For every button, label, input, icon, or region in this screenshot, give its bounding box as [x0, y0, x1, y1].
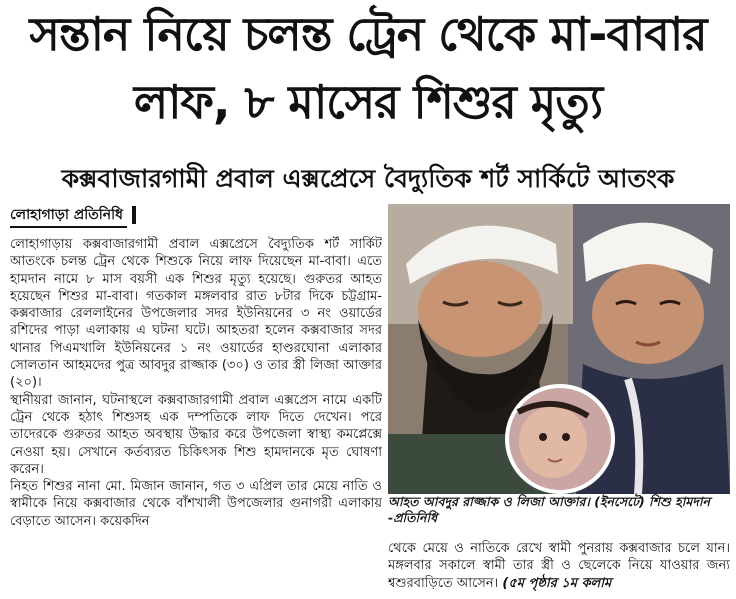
- byline-divider: [132, 206, 136, 224]
- headline-line-1: সন্তান নিয়ে চলন্ত ট্রেন থেকে মা-বাবার: [29, 7, 707, 61]
- byline: লোহাগাড়া প্রতিনিধি: [10, 204, 127, 228]
- paragraph-1: লোহাগাড়ায় কক্সবাজারগামী প্রবাল এক্সপ্রেসে বৈদ্যুতিক শর্ট সার্কিট আতংকে চলন্ত ট্রেন থেকে শিশুকে নিয়ে লাফ দিয়েছেন মা-বাবা। এতে হামদান নামে ৮ মাস বয়সী এক শিশুর মৃত্যু হয়েছে। গুরুতর আহত হয়েছেন শিশুর মা-বাবা। গতকাল মঙ্গলবার রাত ৮টার দিকে চট্টগ্রাম-কক্সবাজার রেললাইনের উপজেলার সদর ইউনিয়নের ৩ নং ওয়ার্ডের রশিদের পাড়া এলাকায় এ ঘটনা ঘটে। আহতরা হলেন কক্সবাজার সদর থানার পিএমখালি ইউনিয়নের ১ নং ওয়ার্ডের হাণ্ডরঘোনা এলাকার সোলতান আহমদের পুত্র আবদুর রাজ্জাক (৩০) ও তার স্ত্রী লিজা আক্তার (২০)।: [10, 237, 382, 391]
- photo-illustration: [388, 204, 730, 494]
- subheadline: কক্সবাজারগামী প্রবাল এক্সপ্রেসে বৈদ্যুতিক শর্ট সার্কিটে আতংক: [61, 164, 675, 193]
- headline-line-2: লাফ, ৮ মাসের শিশুর মৃত্যু: [133, 75, 603, 129]
- paragraph-2: স্থানীয়রা জানান, ঘটনাস্থলে কক্সবাজারগামী প্রবাল এক্সপ্রেস নামে একটি ট্রেন থেকে হঠাৎ শিশুসহ এক দম্পতিকে লাফ দিতে দেখেন। পরে তাদেরকে গুরুতর আহত অবস্থায় উদ্ধার করে উপজেলা স্বাস্থ্য কমপ্লেক্সে নেওয়া হয়। সেখানে কর্তব্যরত চিকিৎসক শিশু হামদানকে মৃত ঘোষণা করেন।: [10, 392, 382, 477]
- photo-caption: আহত আবদুর রাজ্জাক ও লিজা আক্তার। (ইনসেটে) শিশু হামদান -প্রতিনিধি: [388, 494, 710, 525]
- article-body-right: [388, 540, 730, 598]
- article-body-left: [10, 236, 382, 594]
- news-photo: [388, 204, 730, 494]
- paragraph-3: নিহত শিশুর নানা মো. মিজান জানান, গত ৩ এপ্রিল তার মেয়ে নাতি ও স্বামীকে নিয়ে কক্সবাজার থেকে বাঁশখালী উপজেলার গুনাগরী এলাকায় বেড়াতে আসেন। কয়েকদিন: [10, 479, 382, 529]
- continuation-marker: (৫ম পৃষ্ঠার ১ম কলাম: [502, 575, 612, 591]
- paragraph-right: থেকে মেয়ে ও নাতিকে রেখে স্বামী পুনরায় কক্সবাজার চলে যান। মঙ্গলবার সকালে স্বামী তার স্ত্রী ও ছেলেকে নিয়ে যাওয়ার জন্য শ্বশুরবাড়িতে আসেন।: [388, 541, 730, 591]
